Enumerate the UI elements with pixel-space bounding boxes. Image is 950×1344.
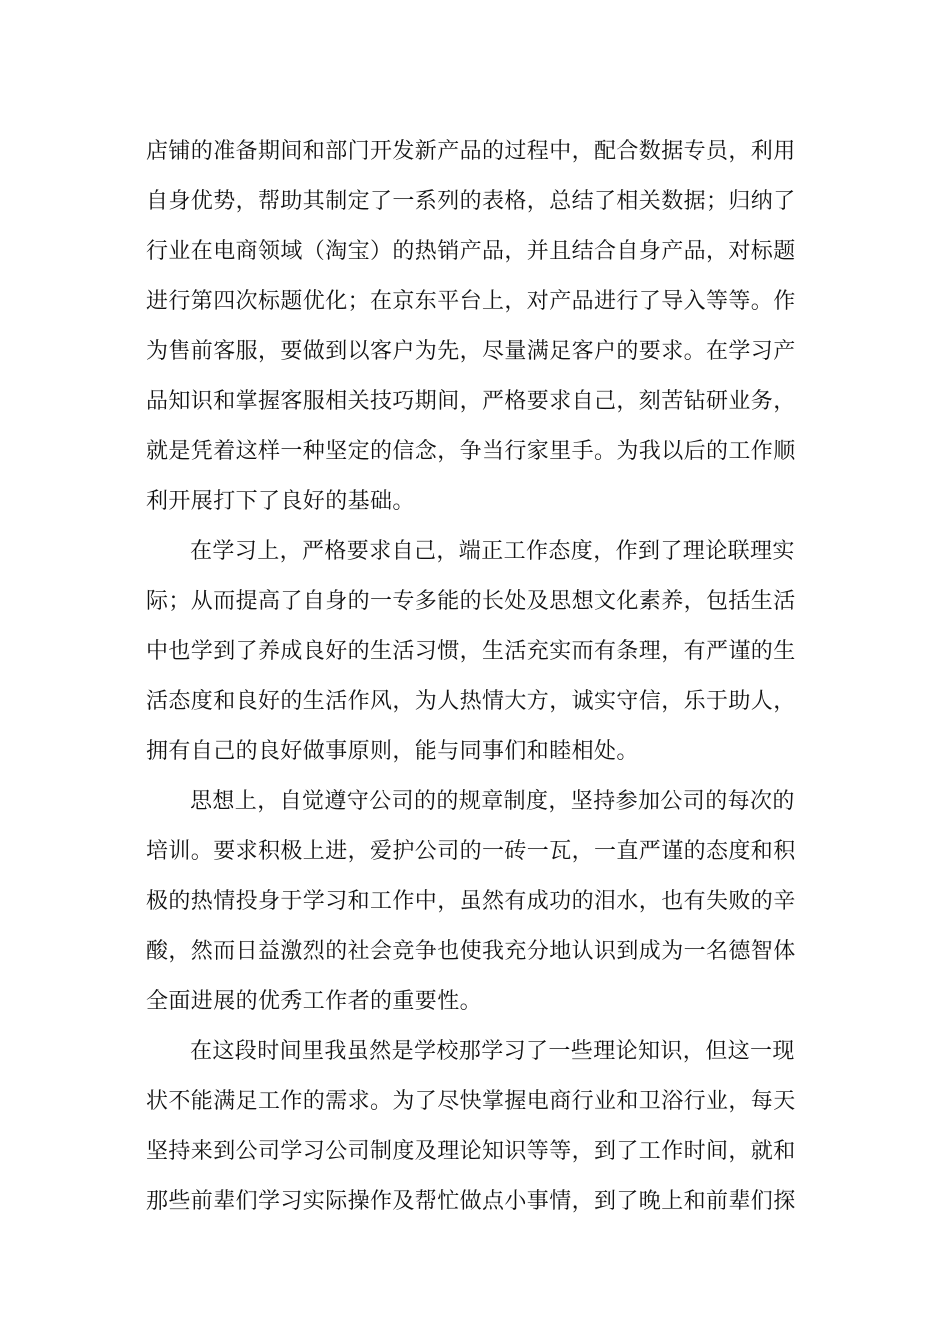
text-line: 培训。要求积极上进，爱护公司的一砖一瓦，一直严谨的态度和积 [146, 839, 796, 864]
text-line: 中也学到了养成良好的生活习惯，生活充实而有条理，有严谨的生 [146, 639, 796, 664]
text-line: 就是凭着这样一种坚定的信念，争当行家里手。为我以后的工作顺 [146, 439, 796, 464]
document-body [146, 127, 808, 1227]
text-line: 活态度和良好的生活作风，为人热情大方，诚实守信，乐于助人， [146, 689, 796, 714]
text-line-indented: 思想上，自觉遵守公司的的规章制度，坚持参加公司的每次的 [190, 789, 795, 814]
text-line: 际；从而提高了自身的一专多能的长处及思想文化素养，包括生活 [146, 589, 796, 614]
text-line: 自身优势，帮助其制定了一系列的表格，总结了相关数据；归纳了 [146, 189, 796, 214]
text-line: 坚持来到公司学习公司制度及理论知识等等，到了工作时间，就和 [146, 1139, 796, 1164]
text-line: 酸，然而日益激烈的社会竞争也使我充分地认识到成为一名德智体 [146, 939, 796, 964]
text-line-indented: 在学习上，严格要求自己，端正工作态度，作到了理论联理实 [190, 539, 795, 564]
paragraph-1 [146, 127, 808, 527]
text-line: 全面进展的优秀工作者的重要性。 [146, 989, 483, 1014]
paragraph-4 [146, 1027, 808, 1227]
text-line: 店铺的准备期间和部门开发新产品的过程中，配合数据专员，利用 [146, 139, 796, 164]
paragraph-2 [146, 527, 808, 777]
text-line: 拥有自己的良好做事原则，能与同事们和睦相处。 [146, 739, 639, 764]
text-line: 利开展打下了良好的基础。 [146, 489, 415, 514]
paragraph-3 [146, 777, 808, 1027]
text-line: 进行第四次标题优化；在京东平台上，对产品进行了导入等等。作 [146, 289, 796, 314]
text-line: 状不能满足工作的需求。为了尽快掌握电商行业和卫浴行业，每天 [146, 1089, 796, 1114]
text-line: 为售前客服，要做到以客户为先，尽量满足客户的要求。在学习产 [146, 339, 796, 364]
text-line-indented: 在这段时间里我虽然是学校那学习了一些理论知识，但这一现 [190, 1039, 795, 1064]
text-line: 行业在电商领域（淘宝）的热销产品，并且结合自身产品，对标题 [146, 239, 796, 264]
text-line: 极的热情投身于学习和工作中，虽然有成功的泪水，也有失败的辛 [146, 889, 796, 914]
text-line: 那些前辈们学习实际操作及帮忙做点小事情，到了晚上和前辈们探 [146, 1189, 796, 1214]
text-line: 品知识和掌握客服相关技巧期间，严格要求自己，刻苦钻研业务， [146, 389, 796, 414]
